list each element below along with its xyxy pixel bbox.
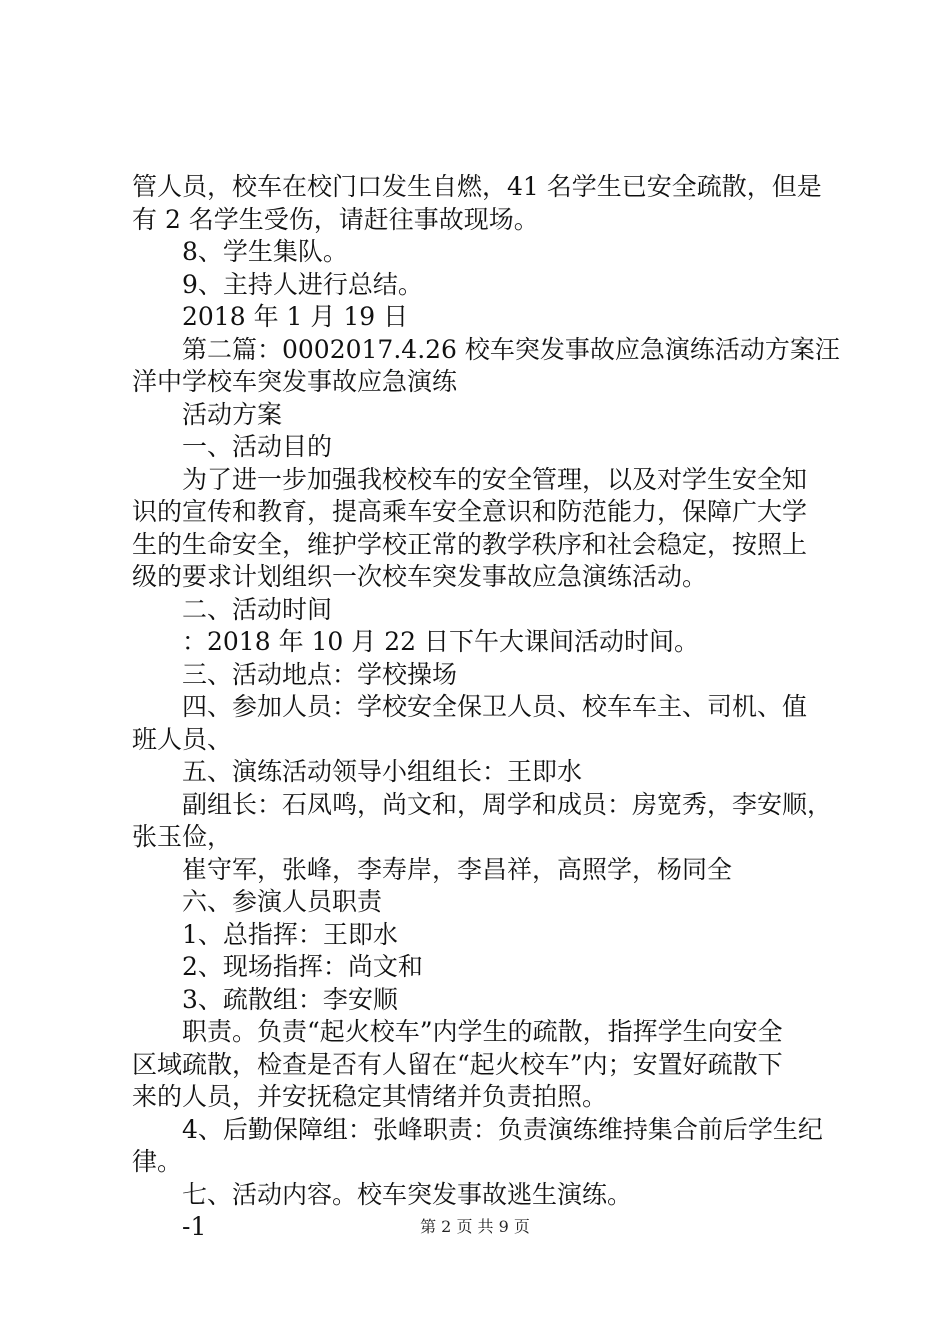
text-line: -1 <box>182 1212 207 1241</box>
text-line: 第二篇：0002017.4.26 校车突发事故应急演练活动方案汪 <box>182 334 840 364</box>
text-line: 生的生命安全，维护学校正常的教学秩序和社会稳定，按照上 <box>132 529 808 559</box>
text-line: 张玉俭， <box>132 822 233 851</box>
text-line: ：2018 年 10 月 22 日下午大课间活动时间。 <box>182 627 699 656</box>
text-line: 1、总指挥：王即水 <box>182 919 398 949</box>
text-line: 区域疏散，检查是否有人留在“起火校车”内；安置好疏散下 <box>132 1049 783 1079</box>
text-line: 二、活动时间 <box>182 594 333 624</box>
text-line: 2、现场指挥：尚文和 <box>182 952 423 981</box>
text-line: 律。 <box>132 1147 183 1176</box>
text-line: 级的要求计划组织一次校车突发事故应急演练活动。 <box>132 562 708 591</box>
page-footer: 第 2 页 共 9 页 <box>420 1217 530 1236</box>
text-line: 8、学生集队。 <box>182 237 348 266</box>
text-line: 来的人员，并安抚稳定其情绪并负责拍照。 <box>132 1082 608 1111</box>
text-line: 四、参加人员：学校安全保卫人员、校车车主、司机、值 <box>182 692 808 721</box>
text-line: 9、主持人进行总结。 <box>182 269 423 299</box>
text-line: 一、活动目的 <box>182 432 333 461</box>
text-line: 管人员，校车在校门口发生自燃，41 名学生已安全疏散，但是 <box>132 172 822 201</box>
text-line: 2018 年 1 月 19 日 <box>182 302 409 331</box>
text-line: 洋中学校车突发事故应急演练 <box>132 367 458 396</box>
document-body <box>132 171 840 1244</box>
text-line: 班人员、 <box>132 724 233 754</box>
text-line: 识的宣传和教育，提高乘车安全意识和防范能力，保障广大学 <box>132 497 808 526</box>
text-line: 4、后勤保障组：张峰职责：负责演练维持集合前后学生纪 <box>182 1114 823 1144</box>
text-line: 副组长：石凤鸣，尚文和，周学和成员：房宽秀，李安顺， <box>182 789 833 819</box>
text-line: 三、活动地点：学校操场 <box>182 659 458 689</box>
text-line: 为了进一步加强我校校车的安全管理，以及对学生安全知 <box>182 464 808 494</box>
text-line: 有 2 名学生受伤，请赶往事故现场。 <box>132 204 539 234</box>
text-line: 3、疏散组：李安顺 <box>182 984 398 1014</box>
text-line: 崔守军，张峰，李寿岸，李昌祥，高照学，杨同全 <box>182 854 733 884</box>
text-line: 七、活动内容。校车突发事故逃生演练。 <box>182 1179 633 1209</box>
text-line: 六、参演人员职责 <box>182 887 383 916</box>
text-line: 活动方案 <box>182 399 283 429</box>
text-line: 职责。负责“起火校车”内学生的疏散，指挥学生向安全 <box>182 1017 783 1046</box>
text-line: 五、演练活动领导小组组长：王即水 <box>182 757 583 786</box>
